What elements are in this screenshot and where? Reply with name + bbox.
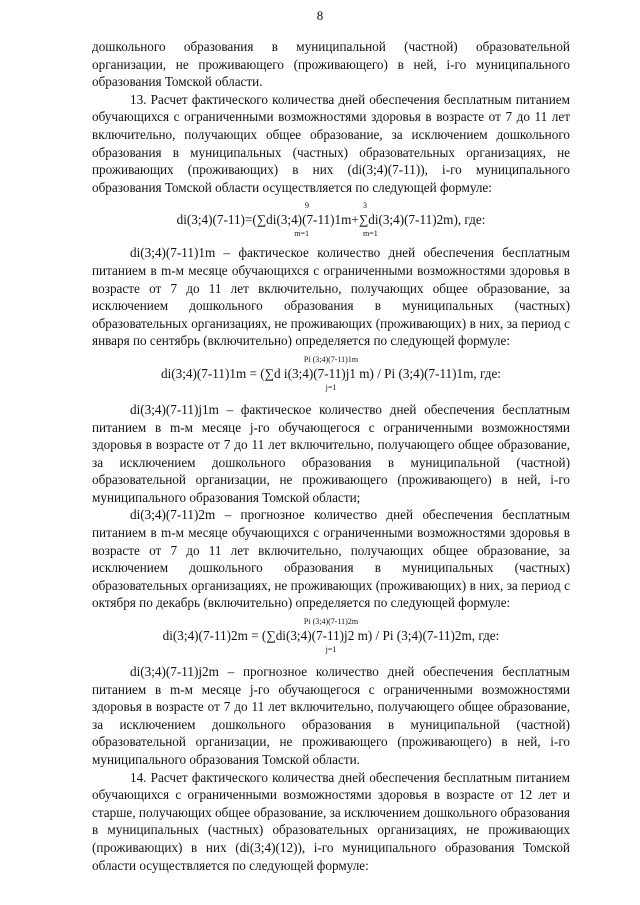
formula-1-upper-limits bbox=[92, 201, 570, 211]
formula-3-lower-limit: j=1 bbox=[325, 645, 337, 655]
formula-1-lower-left: m=1 bbox=[294, 229, 309, 239]
definition-2: di(3;4)(7-11)j1m – фактическое количество дней обеспечения бесплатным питанием в m-м месяце j-го обучающегося с ограниченными возможностями здоровья в возрасте от 7 до 11 лет включительно, получающего общее образование, за исключением дошкольного образования в муниципальной (частной) образовательной организации, не проживающего (проживающего) в ней, i-го муниципального образования Томской области; bbox=[92, 401, 570, 505]
section-14-paragraph: 14. Расчет фактического количества дней обеспечения бесплатным питанием обучающихся с ограниченными возможностями здоровья в возрасте от 12 лет и старше, получающих общее образование, за исключением дошкольного образования в муниципальных (частных) образовательных организациях, не проживающих (проживающих) в них (di(3;4)(12)), i-го муниципального образования Томской области осуществляется по следующей формуле: bbox=[92, 769, 570, 873]
formula-1-lower-right: m=1 bbox=[363, 229, 378, 239]
formula-3 bbox=[92, 617, 570, 655]
formula-2-main: di(3;4)(7-11)1m = (∑d i(3;4)(7-11)j1 m) / Pi (3;4)(7-11)1m, где: bbox=[161, 365, 501, 381]
page-number: 8 bbox=[316, 8, 324, 23]
formula-1-upper-left: 9 bbox=[305, 201, 309, 211]
formula-1-main: di(3;4)(7-11)=(∑di(3;4)(7-11)1m+∑di(3;4)(7-11)2m), где: bbox=[176, 212, 486, 228]
formula-3-upper-limit: Pi (3;4)(7-11)2m bbox=[303, 617, 359, 627]
formula-1 bbox=[92, 201, 570, 239]
document-body bbox=[92, 38, 570, 874]
definition-3: di(3;4)(7-11)2m – прогнозное количество дней обеспечения бесплатным питанием в m-м месяце обучающихся с ограниченными возможностями здоровья в возрасте от 7 до 11 лет включительно, получающих общее образование, за исключением дошкольного образования в муниципальных (частных) образовательных организациях, не проживающих (проживающих) в них, за период с октября по декабрь (включительно) определяется по следующей формуле: bbox=[92, 507, 570, 611]
formula-2-lower-limit: j=1 bbox=[325, 382, 337, 392]
definition-1: di(3;4)(7-11)1m – фактическое количество дней обеспечения бесплатным питанием в m-м месяце обучающихся с ограниченными возможностями здоровья в возрасте от 7 до 11 лет включительно, получающих общее образование, за исключением дошкольного образования в муниципальных (частных) образовательных организациях, не проживающих (проживающих) в них, за период с января по сентябрь (включительно) определяется по следующей формуле: bbox=[92, 245, 570, 349]
intro-paragraph: дошкольного образования в муниципальной (частной) образовательной организации, не проживающего (проживающего) в ней, i-го муниципального образования Томской области. bbox=[92, 39, 570, 90]
formula-2 bbox=[92, 355, 570, 393]
definition-4: di(3;4)(7-11)j2m – прогнозное количество дней обеспечения бесплатным питанием в m-м месяце j-го обучающегося с ограниченными возможностями здоровья в возрасте от 7 до 11 лет включительно, получающего общее образование, за исключением дошкольного образования в муниципальной (частной) образовательной организации, не проживающего (проживающего) в ней, i-го муниципального образования Томской области. bbox=[92, 664, 570, 767]
section-13-paragraph: 13. Расчет фактического количества дней обеспечения бесплатным питанием обучающихся с ограниченными возможностями здоровья в возрасте от 7 до 11 лет включительно, получающих общее образование, за исключением дошкольного образования в муниципальных (частных) образовательных организациях, не проживающих (проживающих) в них (di(3;4)(7-11)), i-го муниципального образования Томской области осуществляется по следующей формуле: bbox=[92, 91, 570, 195]
formula-2-upper-limit: Pi (3;4)(7-11)1m bbox=[303, 354, 359, 364]
formula-3-main: di(3;4)(7-11)2m = (∑di(3;4)(7-11)j2 m) / Pi (3;4)(7-11)2m, где: bbox=[162, 628, 500, 644]
formula-1-lower-limits bbox=[92, 229, 570, 239]
formula-1-upper-right: 3 bbox=[363, 201, 367, 211]
